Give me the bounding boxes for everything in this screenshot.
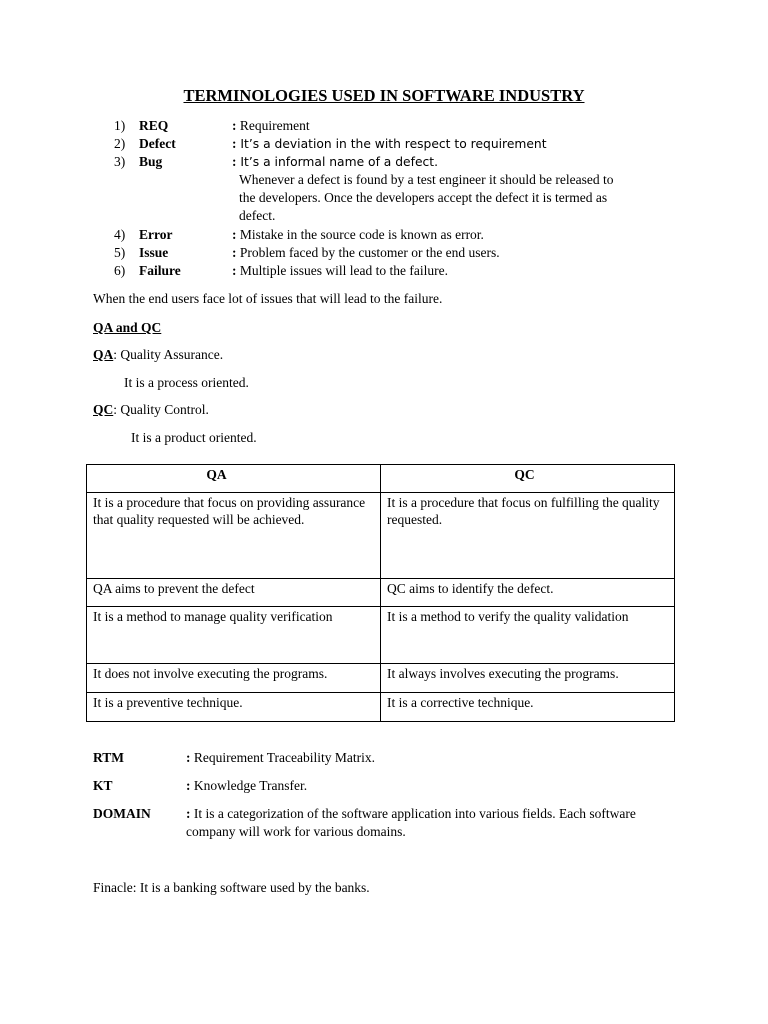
finacle-note: Finacle: It is a banking software used by the banks.: [93, 880, 370, 895]
table-cell-qa: It is a preventive technique.: [87, 693, 381, 722]
term-colon: :: [232, 118, 237, 133]
term-number: 3): [114, 154, 126, 169]
term-definition: Mistake in the source code is known as error.: [236, 227, 484, 242]
qa-description: It is a process oriented.: [124, 375, 249, 390]
term-definition: Problem faced by the customer or the end users.: [236, 245, 500, 260]
qa-text: : Quality Assurance.: [113, 347, 224, 362]
term-definition: Multiple issues will lead to the failure.: [236, 263, 448, 278]
qc-description: It is a product oriented.: [131, 430, 257, 445]
term-definition: It’s a deviation in the with respect to requirement: [236, 137, 547, 151]
term-name: Error: [139, 227, 173, 242]
term-name: Failure: [139, 263, 181, 278]
term-item-error: [0, 226, 768, 244]
bug-continuation-line: defect.: [239, 208, 276, 223]
term-name: Issue: [139, 245, 169, 260]
bug-continuation-line: the developers. Once the developers accept the defect it is termed as: [239, 190, 608, 205]
table-cell-qa: QA aims to prevent the defect: [87, 579, 381, 607]
term-number: 2): [114, 136, 126, 151]
glossary-label: DOMAIN: [93, 806, 151, 821]
term-item-issue: [0, 244, 768, 262]
table-row: [87, 664, 675, 693]
qc-definition: [93, 401, 209, 419]
table-header-qa: QA: [87, 465, 381, 493]
table-cell-qc: It is a corrective technique.: [381, 693, 675, 722]
table-header-row: [87, 465, 675, 493]
term-colon: :: [232, 263, 237, 278]
term-definition: It’s a informal name of a defect.: [236, 155, 439, 169]
term-name: REQ: [139, 118, 169, 133]
qa-definition: [93, 346, 223, 364]
qa-qc-comparison-table: [86, 464, 675, 722]
term-number: 6): [114, 263, 126, 278]
qc-text: : Quality Control.: [113, 402, 209, 417]
failure-note: When the end users face lot of issues that will lead to the failure.: [93, 291, 443, 306]
term-item-failure: [0, 262, 768, 280]
term-colon: :: [232, 245, 237, 260]
term-name: Defect: [139, 136, 176, 151]
table-row: [87, 693, 675, 722]
glossary-label: KT: [93, 778, 113, 793]
qc-label: QC: [93, 402, 114, 417]
glossary-definition: Knowledge Transfer.: [190, 778, 308, 793]
term-number: 4): [114, 227, 126, 242]
table-cell-qc: QC aims to identify the defect.: [381, 579, 675, 607]
table-cell-qa: It does not involve executing the programs.: [87, 664, 381, 693]
table-row: [87, 579, 675, 607]
term-item-defect: [0, 135, 768, 153]
term-colon: :: [232, 136, 237, 151]
table-cell-qc: It always involves executing the programs.: [381, 664, 675, 693]
glossary-colon: :: [186, 806, 191, 821]
table-cell-qc: It is a procedure that focus on fulfilling the quality requested.: [381, 493, 675, 579]
bug-continuation-line: Whenever a defect is found by a test engineer it should be released to: [239, 172, 614, 187]
glossary-label: RTM: [93, 750, 125, 765]
term-number: 1): [114, 118, 126, 133]
term-definition: Requirement: [236, 118, 310, 133]
table-header-qc: QC: [381, 465, 675, 493]
term-number: 5): [114, 245, 126, 260]
term-item-bug: [0, 153, 768, 171]
glossary-colon: :: [186, 750, 191, 765]
term-item-req: [0, 117, 768, 135]
table-cell-qa: It is a procedure that focus on providing assurance that quality requested will be achieved.: [87, 493, 381, 579]
table-row: [87, 493, 675, 579]
term-name: Bug: [139, 154, 163, 169]
term-colon: :: [232, 154, 237, 169]
table-cell-qc: It is a method to verify the quality validation: [381, 607, 675, 664]
page-title: TERMINOLOGIES USED IN SOFTWARE INDUSTRY: [183, 86, 585, 105]
term-colon: :: [232, 227, 237, 242]
glossary-definition: It is a categorization of the software application into various fields. Each software company will work for various domains.: [186, 806, 636, 839]
table-row: [87, 607, 675, 664]
qa-qc-heading: QA and QC: [93, 320, 162, 335]
qa-label: QA: [93, 347, 114, 362]
glossary-colon: :: [186, 778, 191, 793]
glossary-definition: Requirement Traceability Matrix.: [190, 750, 375, 765]
table-cell-qa: It is a method to manage quality verification: [87, 607, 381, 664]
